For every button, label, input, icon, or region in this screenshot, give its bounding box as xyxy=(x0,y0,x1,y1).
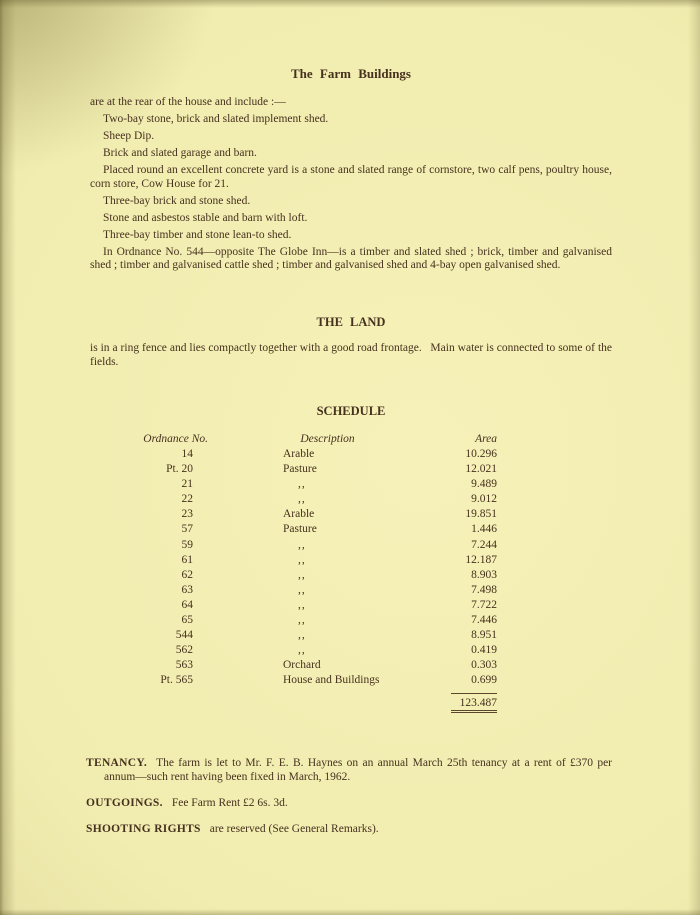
cell-description: ,, xyxy=(298,598,306,611)
cell-area: 10.296 xyxy=(465,448,497,460)
notes-section xyxy=(86,744,612,836)
cell-ordnance-no: 64 xyxy=(181,598,193,611)
cell-description: Pasture xyxy=(283,463,317,476)
building-item: Three-bay brick and stone shed. xyxy=(103,194,251,207)
cell-area: 9.489 xyxy=(471,478,497,491)
cell-ordnance-no: 23 xyxy=(181,508,193,521)
cell-ordnance-no: 21 xyxy=(181,478,193,491)
table-row xyxy=(90,462,612,477)
schedule-total-value: 123.487 xyxy=(451,693,497,713)
cell-description: Arable xyxy=(283,448,315,460)
schedule-table xyxy=(90,431,612,713)
farm-buildings-intro: are at the rear of the house and include :— xyxy=(90,96,286,108)
cell-description: ,, xyxy=(298,478,306,491)
cell-description: Orchard xyxy=(283,659,321,672)
table-row xyxy=(90,522,612,537)
table-row xyxy=(90,673,612,688)
table-row xyxy=(90,613,612,628)
cell-ordnance-no: 57 xyxy=(181,523,193,536)
cell-description: ,, xyxy=(298,568,306,581)
building-item: Brick and slated garage and barn. xyxy=(103,147,257,159)
cell-ordnance-no: 14 xyxy=(181,448,193,460)
cell-ordnance-no: 62 xyxy=(181,568,193,581)
cell-area: 7.498 xyxy=(471,583,497,596)
cell-ordnance-no: 563 xyxy=(175,659,193,672)
note-paragraph xyxy=(86,756,612,784)
building-item: Placed round an excellent concrete yard is a stone and slated range of cornstore, two calf pens, poultry house, corn store, Cow House for 21. xyxy=(90,164,612,190)
note-paragraph xyxy=(86,796,612,810)
cell-area: 0.303 xyxy=(471,659,497,672)
cell-area: 8.951 xyxy=(471,629,497,642)
cell-area: 0.419 xyxy=(471,644,497,657)
cell-area: 7.722 xyxy=(471,598,497,611)
cell-area: 7.446 xyxy=(471,614,497,627)
column-header-ordnance-no: Ordnance No. xyxy=(143,433,208,445)
cell-area: 8.903 xyxy=(471,568,497,581)
cell-ordnance-no: Pt. 20 xyxy=(166,463,193,476)
farm-buildings-title: The Farm Buildings xyxy=(291,66,411,81)
cell-description: Pasture xyxy=(283,523,317,536)
note-label: TENANCY. xyxy=(86,757,148,769)
building-item: Stone and asbestos stable and barn with loft. xyxy=(103,211,308,224)
table-row xyxy=(90,538,612,553)
note-text: are reserved (See General Remarks). xyxy=(209,823,379,835)
cell-area: 7.244 xyxy=(471,538,497,551)
cell-area: 1.446 xyxy=(471,523,497,536)
cell-description: ,, xyxy=(298,629,306,642)
table-row xyxy=(90,598,612,613)
schedule-header-row xyxy=(90,431,612,447)
farm-buildings-section xyxy=(90,66,612,273)
cell-ordnance-no: Pt. 565 xyxy=(160,674,193,687)
table-row xyxy=(90,477,612,492)
cell-description: ,, xyxy=(298,493,306,506)
column-header-description: Description xyxy=(300,433,355,445)
schedule-section xyxy=(90,404,612,713)
table-row xyxy=(90,507,612,522)
cell-description: ,, xyxy=(298,644,306,657)
building-item: In Ordnance No. 544—opposite The Globe Inn—is a timber and slated shed ; brick, timber and galvanised shed ; timber and galvanised cattle shed ; timber and galvanised shed and 4-bay open galvanised shed. xyxy=(90,245,612,271)
note-label: OUTGOINGS. xyxy=(86,797,163,809)
cell-description: ,, xyxy=(298,614,306,627)
table-row xyxy=(90,553,612,568)
note-text: The farm is let to Mr. F. E. B. Haynes on an annual March 25th tenancy at a rent of £370 per annum—such rent having been fixed in March, 1962. xyxy=(104,757,612,783)
table-row xyxy=(90,568,612,583)
schedule-rows xyxy=(90,447,612,689)
note-text: Fee Farm Rent £2 6s. 3d. xyxy=(171,797,288,809)
cell-description: ,, xyxy=(298,553,306,566)
table-row xyxy=(90,643,612,658)
cell-ordnance-no: 22 xyxy=(181,493,193,506)
land-section xyxy=(90,315,612,369)
schedule-title: SCHEDULE xyxy=(316,404,386,418)
cell-area: 19.851 xyxy=(465,508,497,521)
cell-area: 12.021 xyxy=(465,463,497,476)
cell-ordnance-no: 544 xyxy=(175,629,193,642)
building-list xyxy=(90,113,612,273)
cell-ordnance-no: 63 xyxy=(181,583,193,596)
cell-area: 12.187 xyxy=(465,553,497,566)
cell-description: ,, xyxy=(298,538,306,551)
cell-ordnance-no: 61 xyxy=(181,553,193,566)
cell-description: House and Buildings xyxy=(283,674,380,687)
schedule-total-row xyxy=(90,693,497,713)
land-text: is in a ring fence and lies compactly together with a good road frontage. Main water is connected to some of the fields. xyxy=(90,342,612,368)
cell-area: 0.699 xyxy=(471,674,497,687)
cell-description: Arable xyxy=(283,508,315,521)
cell-ordnance-no: 59 xyxy=(181,538,193,551)
table-row xyxy=(90,658,612,673)
cell-ordnance-no: 65 xyxy=(181,614,193,627)
cell-description: ,, xyxy=(298,583,306,596)
note-label: SHOOTING RIGHTS xyxy=(86,823,201,835)
table-row xyxy=(90,492,612,507)
building-item: Two-bay stone, brick and slated implement shed. xyxy=(103,113,329,125)
column-header-area: Area xyxy=(475,433,497,445)
note-paragraph xyxy=(86,822,612,836)
cell-ordnance-no: 562 xyxy=(175,644,193,657)
building-item: Three-bay timber and stone lean-to shed. xyxy=(103,228,292,241)
building-item: Sheep Dip. xyxy=(103,130,155,142)
land-title: THE LAND xyxy=(316,315,386,329)
table-row xyxy=(90,583,612,598)
table-row xyxy=(90,628,612,643)
cell-area: 9.012 xyxy=(471,493,497,506)
table-row xyxy=(90,447,612,462)
